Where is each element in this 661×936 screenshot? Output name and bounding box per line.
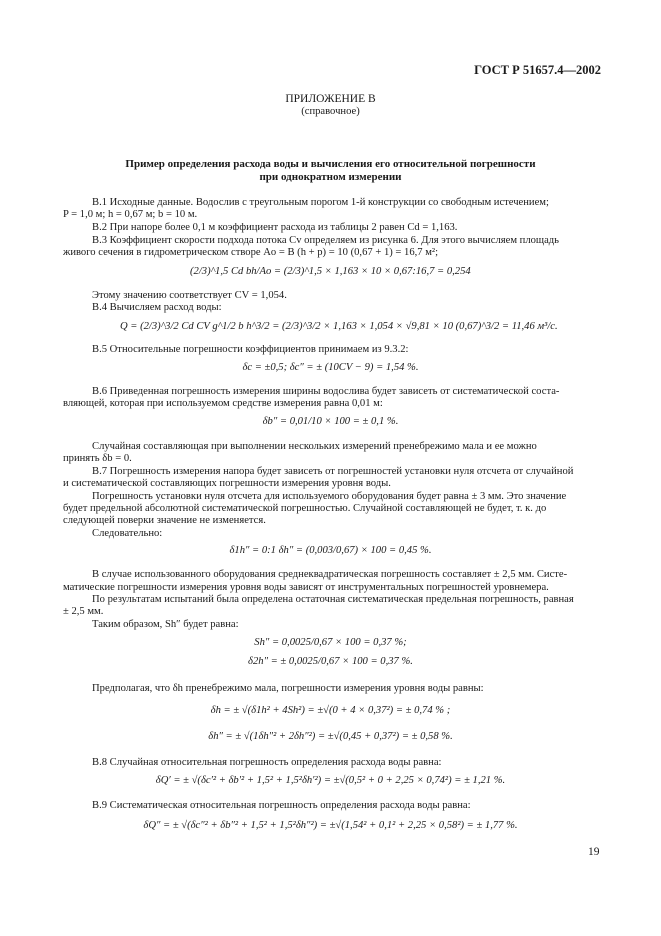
paragraph-b5-line-1: В.5 Относительные погрешности коэффициентов принимаем из 9.3.2: xyxy=(92,344,409,355)
paragraph-b7-line-1: В.7 Погрешность измерения напора будет зависеть от погрешностей установки нуля отсчета от случайной xyxy=(92,466,574,477)
paragraph-tests-line-2: ± 2,5 мм. xyxy=(63,606,104,617)
paragraph-tests-line-1: По результатам испытаний была определена остаточная систематическая предельная погрешность, равная xyxy=(92,594,574,605)
paragraph-assuming: Предполагая, что δh пренебрежимо мала, погрешности измерения уровня воды равны: xyxy=(92,683,484,694)
paragraph-equipment-line-1: В случае использованного оборудования среднеквадратическая погрешность составляет ± 2,5 мм. Систе- xyxy=(92,569,568,580)
paragraph-b4-line-1: В.4 Вычисляем расход воды: xyxy=(92,302,222,313)
formula-discharge: Q = (2/3)^3/2 Cd CV g^1/2 b h^3/2 = (2/3)^3/2 × 1,163 × 1,054 × √9,81 × 10 (0,67)^3/2 = 11,46 м³/с. xyxy=(120,321,558,332)
formula-zero-error: δ1h″ = 0:1 δh″ = (0,003/0,67) × 100 = 0,45 %. xyxy=(229,545,432,556)
paragraph-therefore: Следовательно: xyxy=(92,528,163,539)
paragraph-b1-line-1: В.1 Исходные данные. Водослив с треугольным порогом 1-й конструкции со свободным истечением; xyxy=(92,197,549,208)
formula-systematic-discharge: δQ″ = ± √(δc″² + δb″² + 1,5² + 1,5²δh″²) = ±√(1,54² + 0,1² + 2,25 × 0,58²) = ± 1,77 %. xyxy=(143,820,518,831)
doc-code: ГОСТ Р 51657.4—2002 xyxy=(474,63,601,77)
formula-width-error: δb″ = 0,01/10 × 100 = ± 0,1 %. xyxy=(262,416,399,427)
paragraph-b6-line-2: вляющей, которая при используемом средстве измерения равна 0,01 м: xyxy=(63,398,383,409)
paragraph-b7-line-2: и систематической составляющих погрешности измерения уровня воды. xyxy=(63,478,391,489)
paragraph-b1-line-2: P = 1,0 м; h = 0,67 м; b = 10 м. xyxy=(63,209,198,220)
paragraph-zero-line-2: будет предельной абсолютной систематической погрешностью. Случайной составляющей не будет, т. к. до xyxy=(63,503,547,514)
appendix-subtitle: (справочное) xyxy=(301,106,360,117)
paragraph-thus: Таким образом, Sh″ будет равна: xyxy=(92,619,239,630)
paragraph-b6-line-1: В.6 Приведенная погрешность измерения ширины водослива будет зависеть от систематической соста- xyxy=(92,386,560,397)
formula-level-random: δh = ± √(δ1h² + 4Sh²) = ±√(0 + 4 × 0,37²) = ± 0,74 % ; xyxy=(210,705,451,716)
appendix-title: ПРИЛОЖЕНИЕ В xyxy=(285,93,376,105)
paragraph-b2-line-1: В.2 При напоре более 0,1 м коэффициент расхода из таблицы 2 равен Cd = 1,163. xyxy=(92,222,458,233)
heading-line-1: Пример определения расхода воды и вычисления его относительной погрешности xyxy=(125,158,536,170)
paragraph-b3-line-1: В.3 Коэффициент скорости подхода потока Cv определяем из рисунка 6. Для этого вычисляем площадь xyxy=(92,235,560,246)
page-number: 19 xyxy=(588,846,600,858)
paragraph-random-line-2: принять δb = 0. xyxy=(63,453,132,464)
formula-sh: Sh″ = 0,0025/0,67 × 100 = 0,37 %; xyxy=(254,637,407,648)
paragraph-b8-line-1: В.8 Случайная относительная погрешность определения расхода воды равна: xyxy=(92,757,442,768)
paragraph-equipment-line-2: матические погрешности измерения уровня воды зависят от инструментальных погрешностей уровнемера. xyxy=(63,582,549,593)
formula-ratio: (2/3)^1,5 Cd bh/Ao = (2/3)^1,5 × 1,163 × 10 × 0,67:16,7 = 0,254 xyxy=(190,266,471,277)
formula-delta-2h: δ2h″ = ± 0,0025/0,67 × 100 = 0,37 %. xyxy=(248,656,413,667)
paragraph-zero-line-3: следующей поверки значение не изменяется. xyxy=(63,515,266,526)
heading-line-2: при однократном измерении xyxy=(259,171,402,183)
paragraph-b9-line-1: В.9 Систематическая относительная погрешность определения расхода воды равна: xyxy=(92,800,471,811)
formula-coefficient-errors: δc = ±0,5; δc″ = ± (10CV − 9) = 1,54 %. xyxy=(242,362,419,373)
paragraph-random-line-1: Случайная составляющая при выполнении нескольких измерений пренебрежимо мала и ее можно xyxy=(92,441,537,452)
formula-level-systematic: δh″ = ± √(1δh″² + 2δh″²) = ±√(0,45 + 0,37²) = ± 0,58 %. xyxy=(208,731,453,742)
paragraph-b3-line-2: живого сечения в гидрометрическом створе Ao = B (h + p) = 10 (0,67 + 1) = 16,7 м²; xyxy=(63,247,439,258)
paragraph-zero-line-1: Погрешность установки нуля отсчета для используемого оборудования будет равна ± 3 мм. Это значение xyxy=(92,491,567,502)
paragraph-cv-value: Этому значению соответствует CV = 1,054. xyxy=(92,290,287,301)
formula-random-discharge: δQ′ = ± √(δc′² + δb′² + 1,5² + 1,5²δh′²) = ±√(0,5² + 0 + 2,25 × 0,74²) = ± 1,21 %. xyxy=(155,775,506,786)
